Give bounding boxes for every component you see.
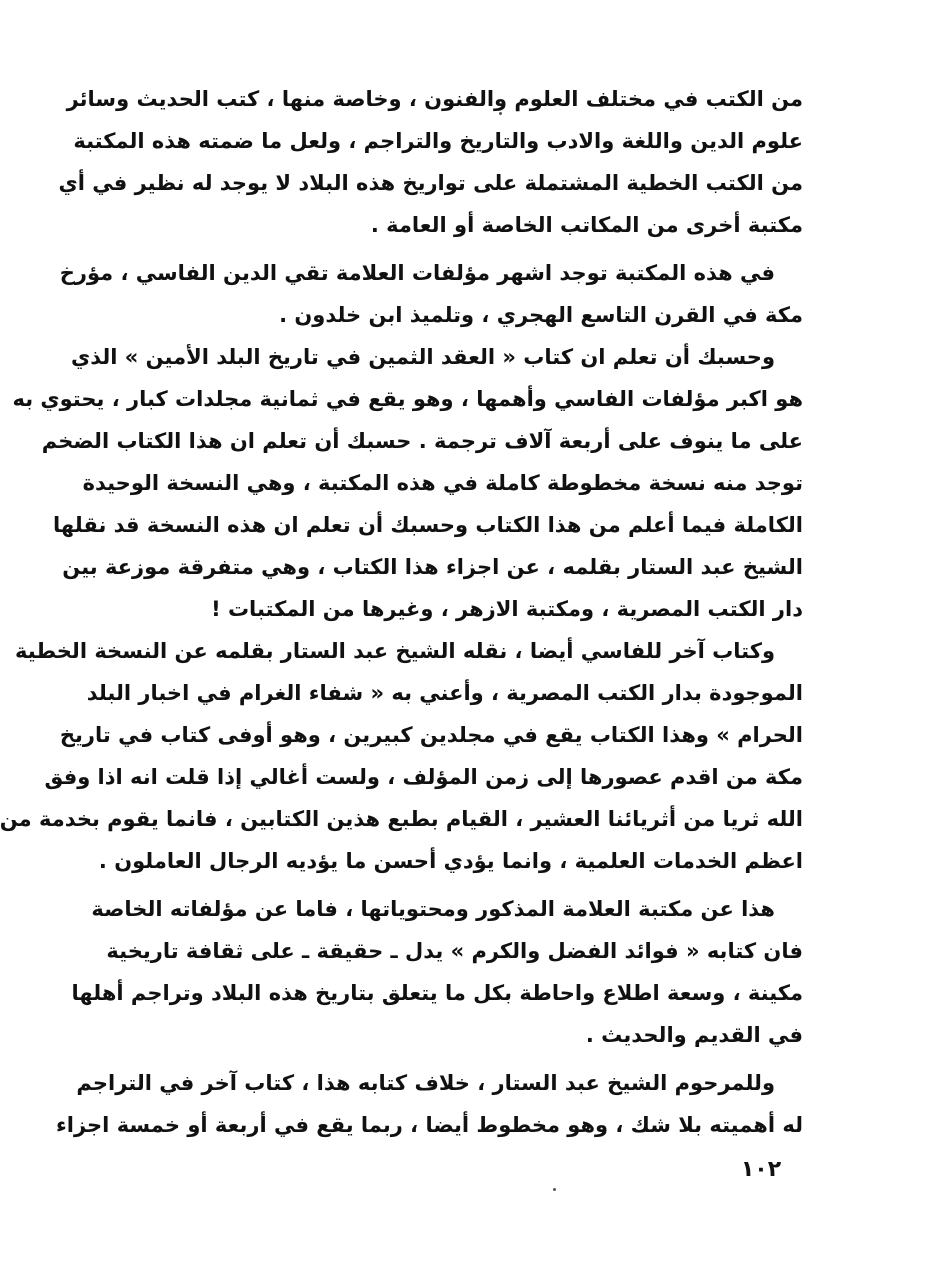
text-line: وحسبك أن تعلم ان كتاب « العقد الثمين في تاريخ البلد الأمين » الذي <box>70 345 775 369</box>
text-line: في هذه المكتبة توجد اشهر مؤلفات العلامة تقي الدين الفاسي ، مؤرخ <box>59 261 775 285</box>
text-line: فان كتابه « فوائد الفضل والكرم » يدل ـ حقيقة ـ على ثقافة تاريخية <box>106 939 803 963</box>
text-line: هو اكبر مؤلفات الفاسي وأهمها ، وهو يقع في ثمانية مجلدات كبار ، يحتوي به <box>12 387 803 411</box>
text-line: من الكتب في مختلف العلوم والفنون ، وخاصة منها ، كتب الحديث وسائر <box>66 87 803 111</box>
text-line: مكة في القرن التاسع الهجري ، وتلميذ ابن خلدون . <box>279 303 803 327</box>
text-line: هذا عن مكتبة العلامة المذكور ومحتوياتها ، فاما عن مؤلفاته الخاصة <box>91 897 775 921</box>
scan-speck <box>499 112 502 115</box>
text-line: وكتاب آخر للفاسي أيضا ، نقله الشيخ عبد الستار بقلمه عن النسخة الخطية <box>15 639 775 663</box>
body-text <box>0 78 803 1146</box>
text-line: الله ثريا من أثريائنا العشير ، القيام بطبع هذين الكتابين ، فانما يقوم بخدمة من <box>0 807 803 831</box>
text-line: توجد منه نسخة مخطوطة كاملة في هذه المكتبة ، وهي النسخة الوحيدة <box>82 471 803 495</box>
text-line: له أهميته بلا شك ، وهو مخطوط أيضا ، ربما يقع في أربعة أو خمسة اجزاء <box>56 1113 803 1137</box>
text-line: في القديم والحديث . <box>585 1023 803 1047</box>
text-line: وللمرحوم الشيخ عبد الستار ، خلاف كتابه هذا ، كتاب آخر في التراجم <box>76 1071 775 1095</box>
text-line: على ما ينوف على أربعة آلاف ترجمة . حسبك أن تعلم ان هذا الكتاب الضخم <box>41 429 803 453</box>
page-number: ١٠٢ <box>740 1157 782 1182</box>
text-line: دار الكتب المصرية ، ومكتبة الازهر ، وغيرها من المكتبات ! <box>211 597 803 621</box>
text-line: من الكتب الخطية المشتملة على تواريخ هذه البلاد لا يوجد له نظير في أي <box>58 171 803 195</box>
text-line: مكة من اقدم عصورها إلى زمن المؤلف ، ولست أغالي إذا قلت انه اذا وفق <box>44 765 803 789</box>
text-line: مكينة ، وسعة اطلاع واحاطة بكل ما يتعلق بتاريخ هذه البلاد وتراجم أهلها <box>71 981 803 1005</box>
scan-speck <box>553 1188 556 1191</box>
text-line: الكاملة فيما أعلم من هذا الكتاب وحسبك أن تعلم ان هذه النسخة قد نقلها <box>53 513 803 537</box>
text-line: الحرام » وهذا الكتاب يقع في مجلدين كبيرين ، وهو أوفى كتاب في تاريخ <box>59 723 803 747</box>
text-line: الشيخ عبد الستار بقلمه ، عن اجزاء هذا الكتاب ، وهي متفرقة موزعة بين <box>62 555 803 579</box>
text-line: الموجودة بدار الكتب المصرية ، وأعني به « شفاء الغرام في اخبار البلد <box>86 681 803 705</box>
text-line: علوم الدين واللغة والادب والتاريخ والتراجم ، ولعل ما ضمته هذه المكتبة <box>73 129 803 153</box>
text-line: اعظم الخدمات العلمية ، وانما يؤدي أحسن ما يؤديه الرجال العاملون . <box>98 849 803 873</box>
text-line: مكتبة أخرى من المكاتب الخاصة أو العامة . <box>370 213 803 237</box>
